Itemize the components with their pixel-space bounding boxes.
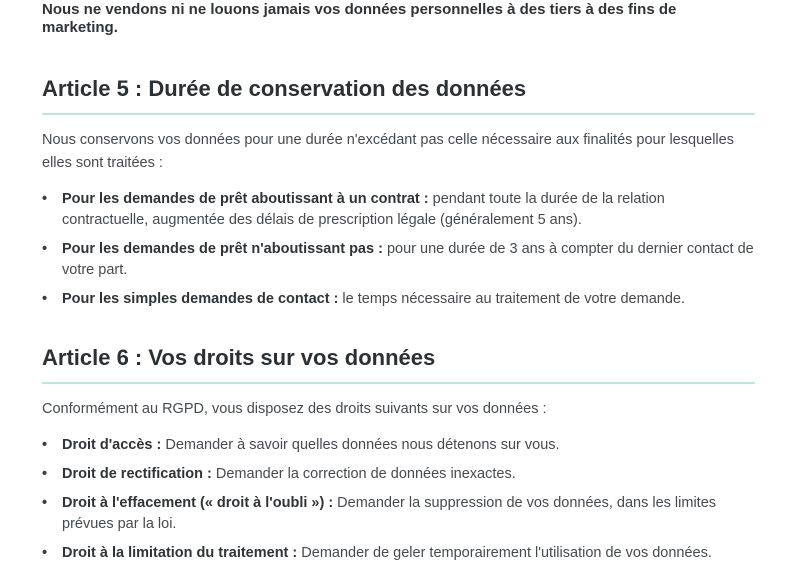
article-5-paragraph: Nous conservons vos données pour une durée n'excédant pas celle nécessaire aux finalités pour lesquelles elles sont traitées : xyxy=(42,132,734,171)
list-item-text: pour une durée de 3 ans à compter du dernier contact de votre part. xyxy=(62,241,754,278)
list-item-text: Demander de geler temporairement l'utilisation de vos données. xyxy=(297,545,712,561)
list-item xyxy=(42,289,755,310)
list-item-label: Pour les demandes de prêt n'aboutissant pas : xyxy=(62,241,383,257)
article-6-title: Article 6 : Vos droits sur vos données xyxy=(42,345,436,370)
list-item-text: Demander à savoir quelles données nous détenons sur vous. xyxy=(161,437,560,453)
list-item-label: Pour les demandes de prêt aboutissant à un contrat : xyxy=(62,191,429,207)
list-item-label: Droit de rectification : xyxy=(62,466,212,482)
bullet-icon: • xyxy=(42,437,48,453)
list-item-text: Demander la suppression de vos données, dans les limites prévues par la loi. xyxy=(62,495,717,532)
list-item-label: Droit d'accès : xyxy=(62,437,162,453)
bullet-icon: • xyxy=(42,545,48,561)
list-item-text: pendant toute la durée de la relation contractuelle, augmentée des délais de prescription légale (généralement 5 ans). xyxy=(62,191,665,228)
bullet-icon: • xyxy=(42,291,48,307)
article-6-list xyxy=(42,435,755,564)
list-item xyxy=(42,239,755,281)
article-5-title: Article 5 : Durée de conservation des données xyxy=(42,76,527,101)
list-item-label: Droit à la limitation du traitement : xyxy=(62,545,298,561)
list-item-text: Demander la correction de données inexactes. xyxy=(211,466,516,482)
article-5-divider xyxy=(42,113,755,115)
article-6-section xyxy=(42,344,755,564)
bullet-icon: • xyxy=(42,191,48,207)
list-item xyxy=(42,464,755,485)
bullet-icon: • xyxy=(42,495,48,511)
article-6-divider xyxy=(42,382,755,384)
list-item xyxy=(42,543,755,564)
list-item xyxy=(42,435,755,456)
article-5-list xyxy=(42,189,755,310)
bullet-icon: • xyxy=(42,241,48,257)
list-item-text: le temps nécessaire au traitement de votre demande. xyxy=(338,291,685,307)
list-item xyxy=(42,189,755,231)
no-sale-statement: Nous ne vendons ni ne louons jamais vos données personnelles à des tiers à des fins de marketing. xyxy=(42,1,677,36)
list-item xyxy=(42,493,755,535)
bullet-icon: • xyxy=(42,466,48,482)
list-item-label: Pour les simples demandes de contact : xyxy=(62,291,339,307)
article-5-section xyxy=(42,75,755,310)
article-6-paragraph: Conformément au RGPD, vous disposez des droits suivants sur vos données : xyxy=(42,401,547,417)
list-item-label: Droit à l'effacement (« droit à l'oubli ») : xyxy=(62,495,334,511)
